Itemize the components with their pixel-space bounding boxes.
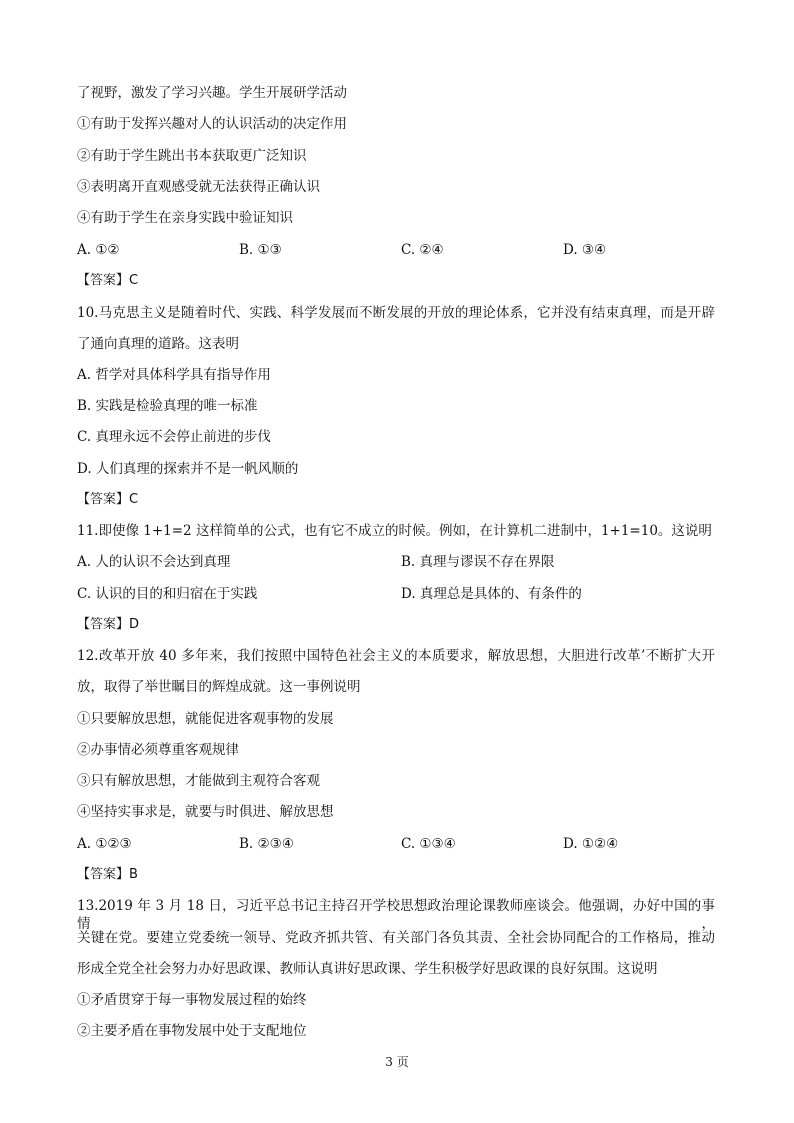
question-11: 11.即使像 1+1=2 这样简单的公式，也有它不成立的时候。例如，在计算机二进制中，1+1=10。这说明 [77,523,712,539]
statement-4: ④有助于学生在亲身实践中验证知识 [77,210,293,226]
question-10-line-1: 10.马克思主义是随着时代、实践、科学发展而不断发展的开放的理论体系，它并没有结束真理，而是开辟 [77,305,715,321]
question-12-line-1: 12.改革开放 40 多年来，我们按照中国特色社会主义的本质要求，解放思想，大胆进行改革’不断扩大开 [77,648,715,664]
option-b: B. ①③ [239,242,282,258]
answer-9: 【答案】C [77,273,139,288]
question-13-line-3: 形成全党全社会努力办好思政课、教师认真讲好思政课、学生积极学好思政课的良好氛围。这说明 [77,961,658,977]
option-d: D. 人们真理的探索并不是一帆风顺的 [77,461,299,477]
option-c: C. ①③④ [401,836,456,852]
statement-2: ②有助于学生跳出书本获取更广泛知识 [77,148,307,164]
option-d: D. 真理总是具体的、有条件的 [401,586,582,602]
option-b: B. ②③④ [239,836,294,852]
option-c: C. 真理永远不会停止前进的步伐 [77,429,271,445]
statement-1: ①只要解放思想，就能促进客观事物的发展 [77,711,334,727]
answer-12: 【答案】B [77,867,138,882]
statement-2: ②主要矛盾在事物发展中处于支配地位 [77,1023,307,1039]
option-d: D. ③④ [563,242,607,258]
statement-4: ④坚持实事求是，就要与时俱进、解放思想 [77,804,334,820]
option-d: D. ①②④ [563,836,619,852]
statement-2: ②办事情必须尊重客观规律 [77,742,239,758]
option-a: A. ①②③ [77,836,132,852]
option-a: A. ①② [77,242,120,258]
statement-3: ③只有解放思想，才能做到主观符合客观 [77,773,320,789]
answer-10: 【答案】C [77,492,139,507]
statement-1: ①矛盾贯穿于每一事物发展过程的始终 [77,992,307,1008]
option-b: B. 真理与谬误不存在界限 [401,554,555,570]
statement-1: ①有助于发挥兴趣对人的认识活动的决定作用 [77,116,347,132]
option-a: A. 哲学对具体科学具有指导作用 [77,367,271,383]
option-c: C. 认识的目的和归宿在于实践 [77,586,258,602]
statement-3: ③表明离开直观感受就无法获得正确认识 [77,179,320,195]
text-line: 了视野，激发了学习兴趣。学生开展研学活动 [77,85,347,101]
option-b: B. 实践是检验真理的唯一标准 [77,398,258,414]
question-13-line-2: 关键在党。要建立党委统一领导、党政齐抓共管、有关部门各负其责、全社会协同配合的工作格局，推动 [77,930,715,946]
page-number: 3 页 [385,1055,409,1069]
question-12-line-2: 放，取得了举世瞩目的辉煌成就。这一事例说明 [77,679,361,695]
question-10-line-2: 了通向真理的道路。这表明 [77,336,239,352]
option-a: A. 人的认识不会达到真理 [77,554,231,570]
option-c: C. ②④ [401,242,444,258]
question-13-line-1: 13.2019 年 3 月 18 日，习近平总书记主持召开学校思想政治理论课教师座谈会。他强调，办好中国的事情， [77,898,715,932]
answer-11: 【答案】D [77,617,140,632]
